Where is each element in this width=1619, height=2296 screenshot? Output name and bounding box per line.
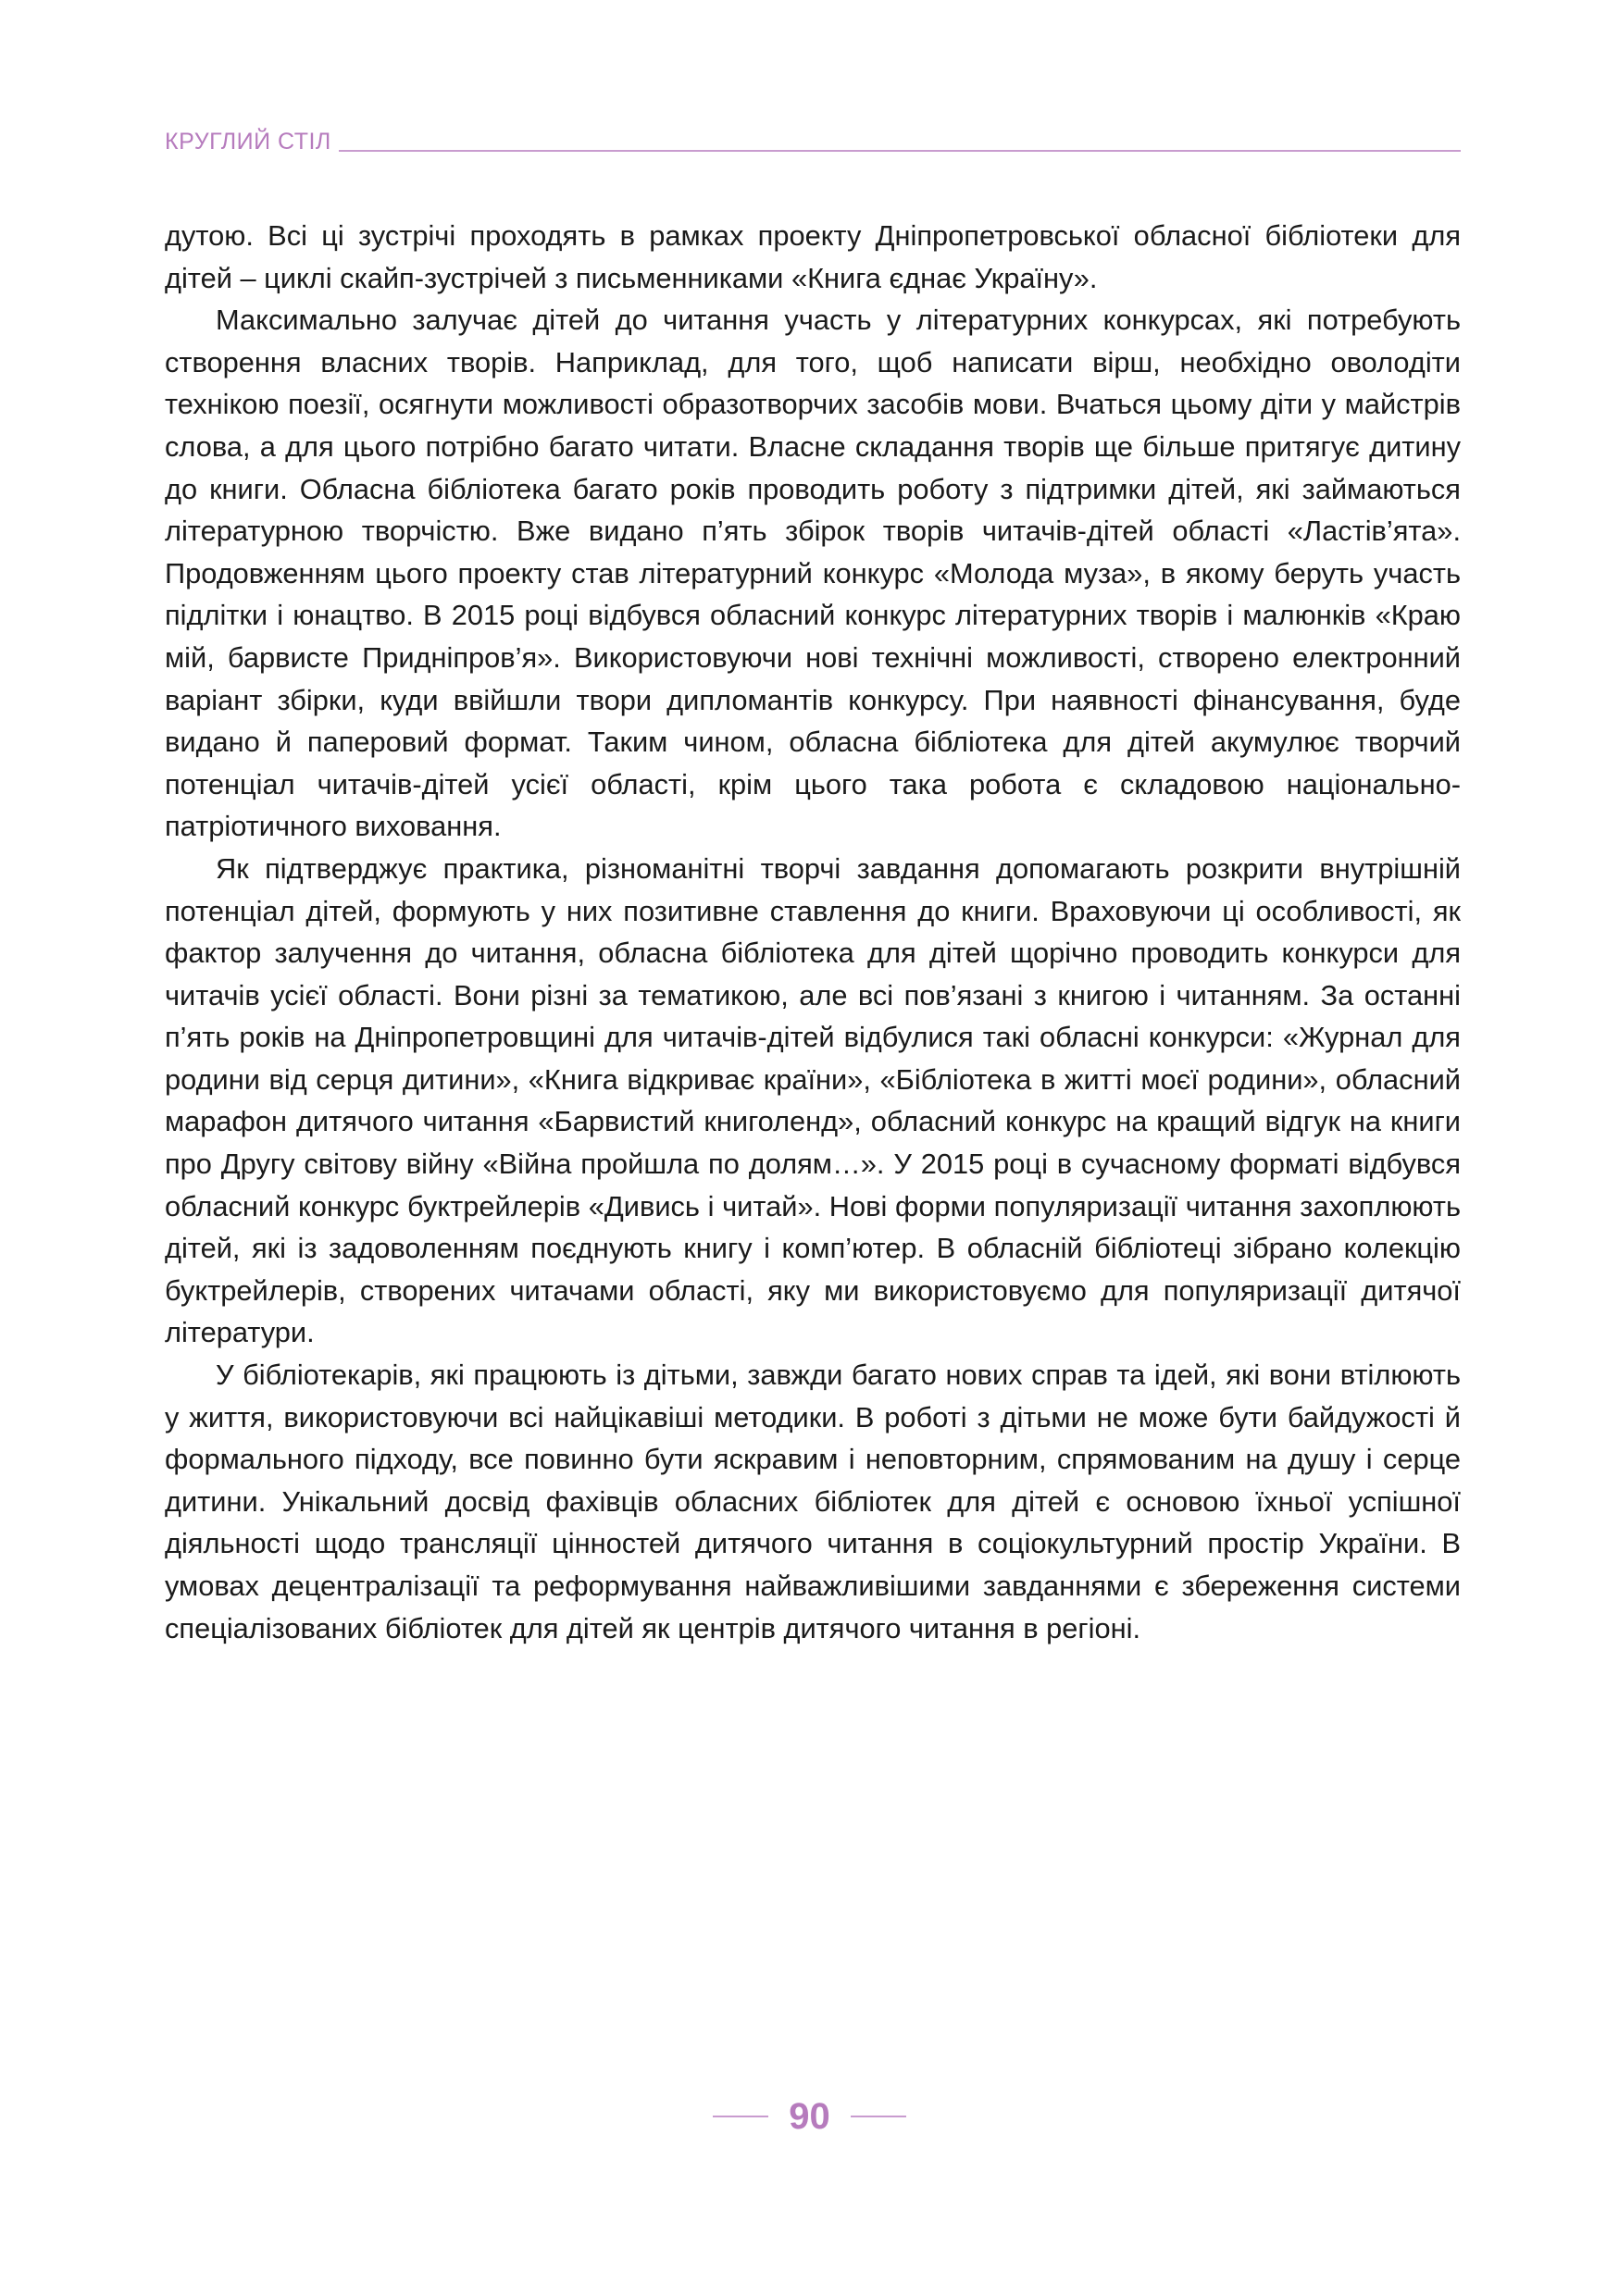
section-title: КРУГЛИЙ СТІЛ	[165, 129, 331, 155]
paragraph-2: Максимально залучає дітей до читання участь у літературних конкурсах, які потребують створення власних творів. Наприклад, для того, щоб написати вірш, необхідно оволодіти технікою поезії, осягнути можливості образотворчих засобів мови. Вчаться цьому діти у майстрів слова, а для цього потрібно багато читати. Власне складання творів ще більше притягує дитину до книги. Обласна бібліотека багато років проводить роботу з підтримки дітей, які займаються літературною творчістю. Вже видано п’ять збірок творів читачів-дітей області «Ластів’ята». Продовженням цього проекту став літературний конкурс «Молода муза», в якому беруть участь підлітки і юнацтво. В 2015 році відбувся обласний конкурс літературних творів і малюнків «Краю мій, барвисте Придніпров’я». Використовуючи нові технічні можливості, створено електронний варіант збірки, куди ввійшли твори дипломантів конкурсу. При наявності фінансування, буде видано й паперовий формат. Таким чином, обласна бібліотека для дітей акумулює творчий потенціал читачів-дітей усієї області, крім цього така робота є складовою національно-патріотичного виховання.	[165, 304, 1461, 843]
main-text	[165, 215, 1461, 1649]
paragraph-4: У бібліотекарів, які працюють із дітьми, завжди багато нових справ та ідей, які вони втілюють у життя, використовуючи всі найцікавіші методики. В роботі з дітьми не може бути байдужості й формального підходу, все повинно бути яскравим і неповторним, спрямованим на душу і серце дитини. Унікальний досвід фахівців обласних бібліотек для дітей є основою їхньої успішної діяльності щодо трансляції цінностей дитячого читання в соціокультурний простір України. В умовах децентралізації та реформування найважливішими завданнями є збереження системи спеціалізованих бібліотек для дітей як центрів дитячого читання в регіоні.	[165, 1359, 1461, 1644]
footer-divider-left	[713, 2116, 768, 2117]
running-header	[165, 118, 1461, 155]
footer-divider-right	[851, 2116, 906, 2117]
paragraph-3: Як підтверджує практика, різноманітні творчі завдання допомагають розкрити внутрішній потенціал дітей, формують у них позитивне ставлення до книги. Враховуючи ці особливості, як фактор залучення до читання, обласна бібліотека для дітей щорічно проводить конкурси для читачів усієї області. Вони різні за тематикою, але всі пов’язані з книгою і читанням. За останні п’ять років на Дніпропетровщині для читачів-дітей відбулися такі обласні конкурси: «Журнал для родини від серця дитини», «Книга відкриває країни», «Бібліотека в житті моєї родини», обласний марафон дитячого читання «Барвистий книголенд», обласний конкурс на кращий відгук на книги про Другу світову війну «Війна пройшла по долям…». У 2015 році в сучасному форматі відбувся обласний конкурс буктрейлерів «Дивись і читай». Нові форми популяризації читання захоплюють дітей, які із задоволенням поєднують книгу і комп’ютер. В обласній бібліотеці зібрано колекцію буктрейлерів, створених читачами області, яку ми використовуємо для популяризації дитячої літератури.	[165, 851, 1461, 1349]
paragraph-1: дутою. Всі ці зустрічі проходять в рамках проекту Дніпропетровської обласної бібліотеки для дітей – циклі скайп-зустрічей з письменниками «Книга єднає Україну».	[165, 219, 1461, 294]
page-footer	[0, 2093, 1619, 2140]
page-number: 90	[789, 2096, 830, 2137]
header-divider	[339, 150, 1461, 152]
